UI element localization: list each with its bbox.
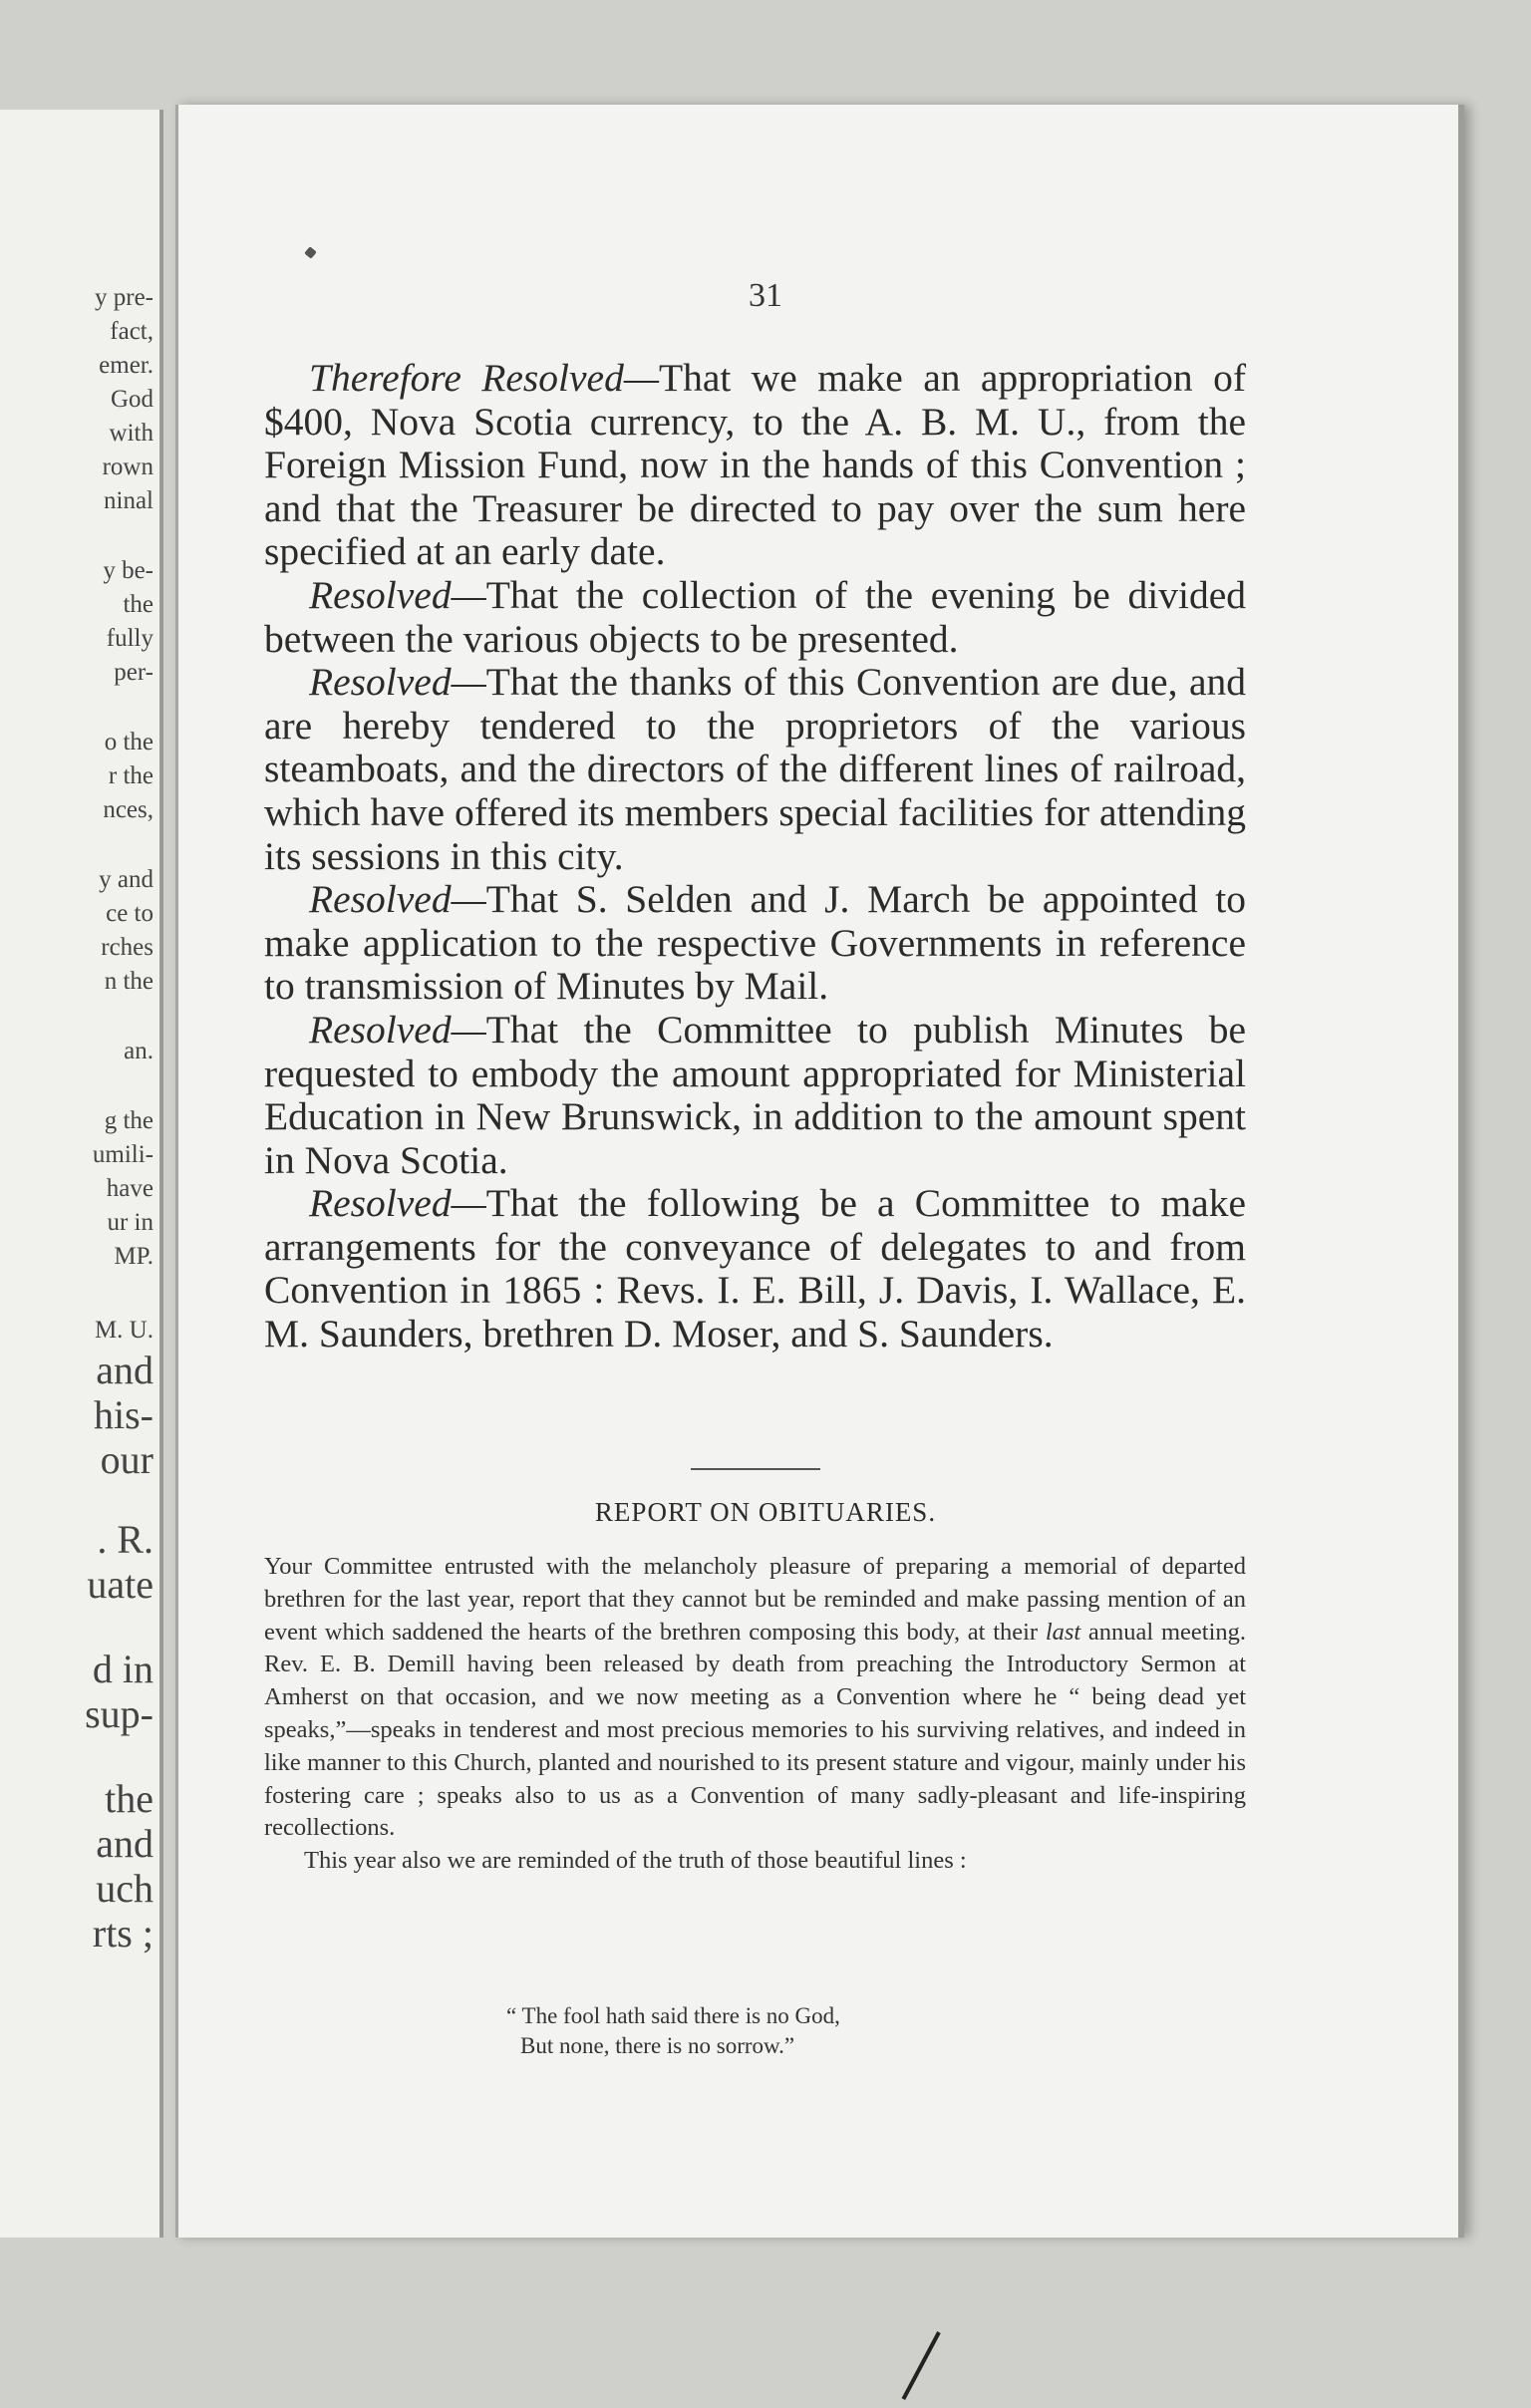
- page-number: 31: [749, 277, 782, 314]
- facing-page-fragment: sup-: [85, 1691, 153, 1736]
- facing-page-fragment: his-: [94, 1392, 153, 1437]
- facing-page-fragment: an.: [124, 1038, 153, 1064]
- facing-page-fragment: d in: [92, 1647, 153, 1691]
- facing-page-fragment: our: [100, 1437, 153, 1482]
- resolution: [264, 1182, 1246, 1355]
- facing-page-fragment: the: [123, 591, 153, 618]
- facing-page-fragment: y be-: [103, 557, 153, 584]
- resolution-lead: Therefore Resolved—: [309, 356, 659, 400]
- report-title: REPORT ON OBITUARIES.: [594, 1497, 937, 1527]
- facing-page-fragment: rches: [101, 934, 153, 961]
- facing-page-fragment: o the: [104, 729, 153, 755]
- facing-page-fragment: fully: [106, 625, 153, 652]
- resolution-lead: Resolved—: [309, 1181, 486, 1226]
- facing-page-fragment: the: [105, 1776, 153, 1821]
- facing-page-fragment: uate: [87, 1562, 153, 1607]
- facing-page-fragment: per-: [114, 659, 153, 686]
- resolution-lead: Resolved—: [309, 1007, 486, 1052]
- resolution-text: That the thanks of this Convention are due, and are hereby tendered to the proprietors of the various steamboats, and the directors of the different lines of railroad, which have offered its members special facilities for attending its sessions in this city.: [264, 660, 1246, 878]
- facing-page-fragment: ur in: [107, 1209, 153, 1236]
- report-paragraph: [264, 1551, 1246, 1845]
- facing-page-fragment: and: [96, 1821, 153, 1866]
- facing-page-fragment: ce to: [106, 900, 153, 927]
- facing-page-fragment: y and: [99, 866, 153, 893]
- facing-page-fragment: n the: [104, 968, 153, 995]
- facing-page-fragment: emer.: [99, 352, 153, 379]
- facing-page-fragment: rts ;: [92, 1911, 153, 1956]
- facing-page-fragment: fact,: [110, 318, 153, 345]
- resolution: [264, 574, 1246, 661]
- facing-page-fragment: g the: [104, 1107, 153, 1134]
- facing-page-fragment: rown: [102, 453, 153, 480]
- facing-page-fragment: M. U.: [94, 1317, 153, 1344]
- section-divider: [691, 1468, 820, 1470]
- resolutions: [264, 357, 1246, 1356]
- resolution-lead: Resolved—: [309, 877, 486, 922]
- facing-page-fragment: . R.: [97, 1517, 153, 1562]
- resolution-text: That the Committee to publish Minutes be requested to embody the amount appropriated for Ministerial Education in New Brunswick, in addition to the amount spent in Nova Scotia.: [264, 1007, 1246, 1182]
- facing-page-fragment: ninal: [104, 487, 153, 514]
- resolution-text: That we make an appropriation of $400, Nova Scotia currency, to the A. B. M. U., from the Foreign Mission Fund, now in the hands of this Convention ; and that the Treasurer be directed to pay over the sum here specified at an early date.: [264, 356, 1246, 574]
- poem-quote: [506, 2001, 840, 2061]
- resolution: [264, 878, 1246, 1009]
- report-paragraph: This year also we are reminded of the truth of those beautiful lines :: [304, 1847, 967, 1875]
- poem-line: But none, there is no sorrow.”: [520, 2033, 795, 2058]
- facing-page-fragment: umili-: [92, 1141, 153, 1168]
- facing-page-fragment: and: [96, 1348, 153, 1392]
- poem-line: “ The fool hath said there is no God,: [506, 2003, 840, 2028]
- facing-page-fragment: with: [109, 420, 153, 447]
- facing-page-fragment: y pre-: [95, 284, 153, 311]
- resolution-text: That the following be a Committee to make arrangements for the conveyance of delegates to and from Convention in 1865 : Revs. I. E. Bill, J. Davis, I. Wallace, E. M. Saunders, brethren D. Moser, and S. Saunders.: [264, 1181, 1246, 1356]
- resolution-lead: Resolved—: [309, 572, 486, 617]
- facing-page-fragment: MP.: [114, 1243, 153, 1270]
- facing-page-fragment: nces,: [103, 796, 153, 823]
- scan-mark: [902, 2331, 941, 2400]
- report-text-b: annual meeting. Rev. E. B. Demill having been released by death from preaching the Introductory Sermon at Amherst on that occasion, and we now meeting as a Convention where he “ being dead yet speaks,”—speaks in tenderest and most precious memories to his surviving relatives, and indeed in like manner to this Church, planted and nourished to its present stature and vigour, mainly under his fostering care ; speaks also to us as a Convention of many sadly-pleasant and life-inspiring recollections.: [264, 1618, 1246, 1842]
- resolution-text: That the collection of the evening be divided between the various objects to be presented.: [264, 572, 1246, 661]
- report-body: [264, 1551, 1246, 1878]
- facing-page-fragment: God: [110, 386, 153, 413]
- report-text-a: Your Committee entrusted with the melancholy pleasure of preparing a memorial of departed brethren for the last year, report that they cannot but be reminded and make passing mention of an event which saddened the hearts of the brethren composing this body, at their: [264, 1553, 1246, 1646]
- resolution-lead: Resolved—: [309, 660, 486, 705]
- resolution: [264, 357, 1246, 574]
- facing-page: [0, 110, 163, 2238]
- resolution-text: That S. Selden and J. March be appointed to make application to the respective Governments in reference to transmission of Minutes by Mail.: [264, 877, 1246, 1009]
- facing-page-fragment: r the: [108, 762, 153, 789]
- facing-page-fragment: have: [106, 1175, 153, 1202]
- report-text-em: last: [1045, 1618, 1081, 1646]
- facing-page-fragment: uch: [96, 1866, 153, 1911]
- resolution: [264, 1009, 1246, 1182]
- resolution: [264, 661, 1246, 878]
